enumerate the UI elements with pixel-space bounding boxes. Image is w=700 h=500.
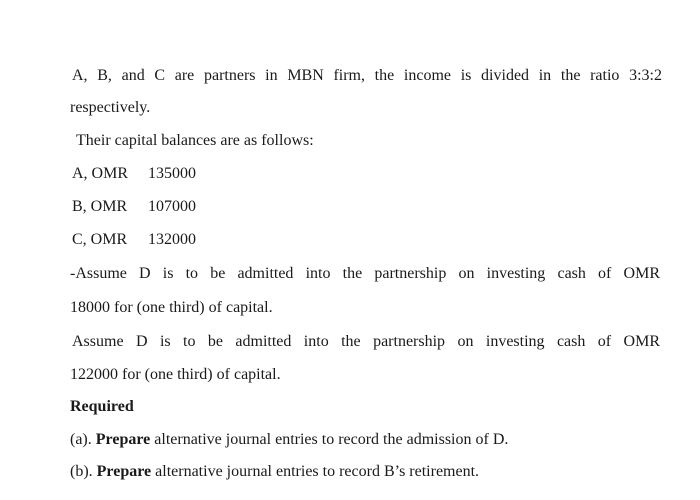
assumption-1-line-2: 18000 for (one third) of capital. xyxy=(70,299,273,316)
capital-label-b: B, OMR xyxy=(72,198,128,215)
requirement-a xyxy=(70,430,508,450)
requirement-a-verb: Prepare xyxy=(95,431,151,448)
capital-label-c: C, OMR xyxy=(72,231,128,248)
capital-row-b xyxy=(72,197,196,217)
requirement-a-prefix: (a). xyxy=(70,431,96,448)
assumption-2-line-1: Assume D is to be admitted into the partnership on investing cash of OMR xyxy=(72,333,660,350)
intro-line-1: A, B, and C are partners in MBN firm, the income is divided in the ratio 3:3:2 xyxy=(72,67,662,84)
requirement-b xyxy=(70,462,479,482)
requirement-b-text: alternative journal entries to record B’s retirement. xyxy=(151,463,480,480)
capital-heading: Their capital balances are as follows: xyxy=(76,132,314,149)
intro-line-2: respectively. xyxy=(70,99,151,116)
capital-amount-c: 132000 xyxy=(148,231,196,248)
capital-amount-b: 107000 xyxy=(148,198,196,215)
required-heading: Required xyxy=(70,398,134,415)
requirement-a-text: alternative journal entries to record the admission of D. xyxy=(150,431,509,448)
assumption-2-line-2: 122000 for (one third) of capital. xyxy=(70,366,281,383)
capital-row-a xyxy=(72,164,196,184)
requirement-b-verb: Prepare xyxy=(96,463,152,480)
capital-row-c xyxy=(72,230,196,250)
capital-amount-a: 135000 xyxy=(148,165,196,182)
capital-label-a: A, OMR xyxy=(72,165,129,182)
requirement-b-prefix: (b). xyxy=(70,463,97,480)
assumption-1-line-1: -Assume D is to be admitted into the partnership on investing cash of OMR xyxy=(70,265,660,282)
